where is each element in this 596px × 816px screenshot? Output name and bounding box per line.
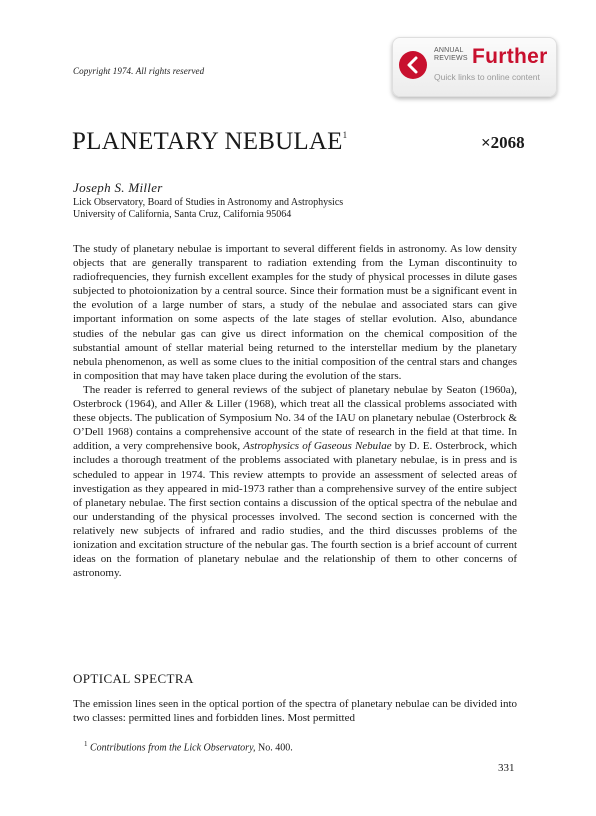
article-title bbox=[72, 128, 347, 156]
body-paragraph: The study of planetary nebulae is important to several different fields in astronomy. As low density objects that are generally transparent to radiation extending from the Lyman discontinuity to radiofrequencies, they furnish excellent examples for the study of physical processes in dilute gases subjected to photoionization by a central source. Since their formation must be a significant event in the evolution of a large number of stars, a study of the nebulae and associated stars can give important information on some aspects of the late stages of stellar evolution. Also, abundance studies of the nebular gas can give us direct information on the chemical composition of the substantial amount of stellar material being returned to the interstellar medium by the planetary nebula phenomenon, as well as some clues to the initial composition of the central stars and changes in composition that may have taken place during the evolution of the stars. bbox=[73, 243, 517, 382]
paragraph-text: by D. E. Osterbrock, which includes a thorough treatment of the problems associated with planetary nebulae, is in press and is scheduled to appear in 1974. This review attempts to provide an assessment of selected areas of investigation as they appeared in mid-1973 rather than a comprehensive survey of the entire subject of planetary nebulae. The first section contains a discussion of the optical spectra of the nebulae and our understanding of the physical processes involved. The second section is concerned with the relatively new subjects of infrared and radio studies, and the third discusses problems of the ionization and excitation structure of the nebular gas. The fourth section is a brief account of current ideas on the formation of planetary nebulae and the relationship of them to other concerns of astronomy. bbox=[73, 440, 517, 580]
affiliation-line: Lick Observatory, Board of Studies in Astronomy and Astrophysics bbox=[73, 197, 344, 208]
paragraph-text: The reader is referred to general reviews of the subject of planetary nebulae by Seaton (1960a), Osterbrock (1964), and Aller & Liller (1968), which treat all the classical problems associated with these objects. The publication of Symposium No. 34 of the IAU on planetary nebulae (Osterbrock & O’Dell 1968) contains a comprehensive account of the state of research in the field at that time. In addition, a very comprehensive book, bbox=[73, 383, 517, 453]
body-paragraph: The emission lines seen in the optical portion of the spectra of planetary nebulae can be divided into two classes: permitted lines and forbidden lines. Most permitted bbox=[73, 698, 517, 725]
chevron-left-icon bbox=[399, 51, 427, 79]
footnote bbox=[84, 740, 293, 753]
further-links-button[interactable] bbox=[392, 37, 557, 97]
article-body bbox=[73, 242, 517, 580]
annual-reviews-label bbox=[434, 47, 468, 63]
affiliation-line: University of California, Santa Cruz, California 95064 bbox=[73, 209, 292, 220]
further-subtitle: Quick links to online content bbox=[434, 72, 540, 82]
section-heading: OPTICAL SPECTRA bbox=[73, 671, 194, 686]
article-title-text: PLANETARY NEBULAE bbox=[72, 128, 343, 155]
footnote-source: Contributions from the Lick Observatory, bbox=[90, 742, 256, 754]
author-name: Joseph S. Miller bbox=[73, 180, 163, 195]
copyright-notice: Copyright 1974. All rights reserved bbox=[73, 66, 205, 76]
annual-text: ANNUAL bbox=[434, 47, 464, 54]
author-affiliation bbox=[73, 197, 343, 221]
footnote-text: No. 400. bbox=[255, 742, 293, 754]
footnote-mark: 1 bbox=[84, 740, 88, 748]
further-wordmark: Further bbox=[472, 45, 548, 68]
book-title: Astrophysics of Gaseous Nebulae bbox=[243, 440, 392, 453]
body-paragraph bbox=[73, 383, 517, 580]
archive-stamp: ×2068 bbox=[481, 133, 525, 152]
title-footnote-mark: 1 bbox=[342, 130, 348, 140]
section-body bbox=[73, 697, 517, 725]
page-number: 331 bbox=[498, 762, 515, 774]
reviews-text: REVIEWS bbox=[434, 55, 468, 62]
